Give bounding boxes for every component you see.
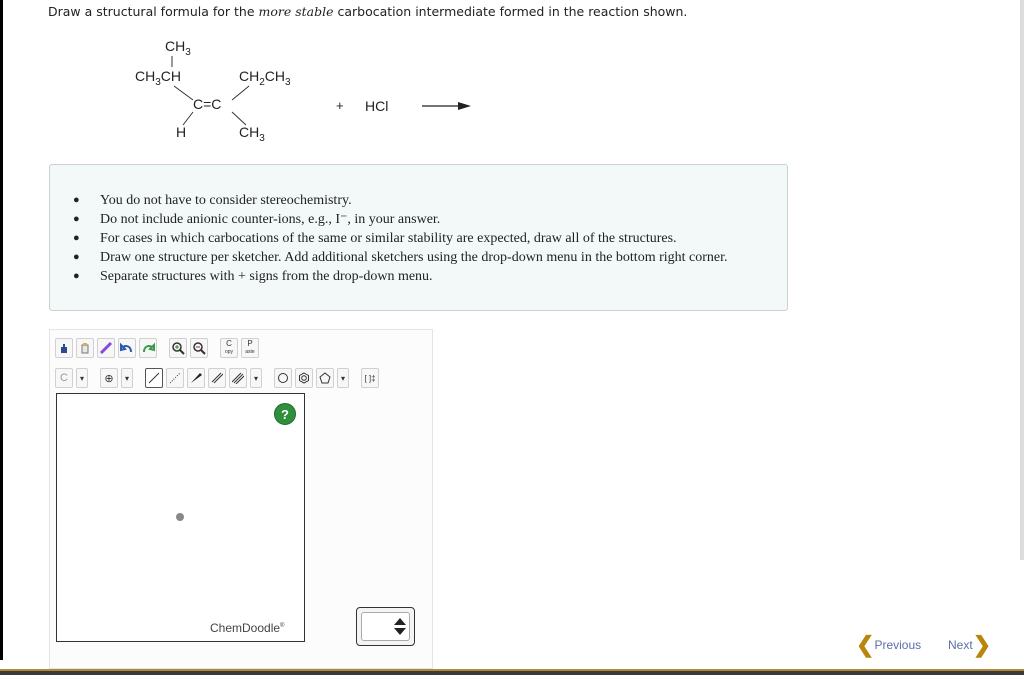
canvas-marker [176,513,184,521]
double-bond-core: C=C [193,96,222,112]
cyclopropane-ring-icon[interactable] [274,368,292,388]
ring-dropdown-icon[interactable]: ▾ [337,368,349,388]
instruction-item: ● Do not include anionic counter-ions, e.g., I⁻, in your answer. [85,210,728,229]
reagent-hcl: HCl [365,98,389,114]
zoom-out-icon[interactable] [190,338,208,358]
instruction-item: ● Separate structures with + signs from the drop-down menu. [85,267,728,286]
atom-carbon-button[interactable]: C [55,368,73,388]
instruction-item: ● Draw one structure per sketcher. Add additional sketchers using the drop-down menu in the bottom right corner. [85,248,728,267]
copy-label: C [226,339,232,348]
chemdoodle-logo [210,621,284,635]
paste-sublabel: aste [245,349,255,355]
bracket-button[interactable]: [ ]‡ [361,368,379,388]
double-bond-icon[interactable] [208,368,226,388]
redo-icon[interactable] [139,338,157,358]
stepper-inner [361,612,410,641]
right-lower-group: $CH_3$ [239,124,265,144]
bond-lines [0,0,500,160]
chemdoodle-brand: ChemDoodle [210,621,281,635]
previous-label: Previous [874,638,922,652]
chemdoodle-mark: ® [280,623,285,629]
right-upper-group: $CH_2CH_3$ [239,68,291,88]
chevron-right-icon: ❯ [972,632,992,657]
copy-button[interactable] [220,338,238,358]
instruction-item: ● You do not have to consider stereochemistry. [85,191,728,210]
eraser-icon[interactable] [97,338,115,358]
question-emphasis: more stable [258,4,334,19]
single-bond-icon[interactable] [145,368,163,388]
hash-bond-icon[interactable] [166,368,184,388]
next-label: Next [948,638,973,652]
instruction-item: ● For cases in which carbocations of the same or similar stability are expected, draw all of the structures. [85,229,728,248]
paste-button[interactable] [241,338,259,358]
plus-sign: + [336,98,344,113]
paste-label: P [247,339,253,348]
toolbar-row-2 [55,366,379,390]
bottom-border [0,671,1024,675]
pentagon-ring-icon[interactable] [316,368,334,388]
next-link[interactable] [948,632,991,658]
wedge-bond-icon[interactable] [187,368,205,388]
hand-tool-icon[interactable] [55,338,73,358]
left-lower-group: H [176,124,187,140]
instructions-list [85,191,728,286]
top-methyl: $CH_3$ [165,38,191,58]
toolbar-row-1 [55,336,259,360]
help-icon[interactable]: ? [274,403,296,425]
copy-sublabel: opy [224,349,234,355]
question-prefix: Draw a structural formula for the [48,4,259,19]
triple-bond-icon[interactable] [229,368,247,388]
sketcher-count-stepper[interactable] [356,607,415,646]
charge-dropdown-icon[interactable]: ▾ [121,368,133,388]
bond-dropdown-icon[interactable]: ▾ [250,368,262,388]
scrollbar[interactable] [1020,0,1024,560]
question-suffix: carbocation intermediate formed in the reaction shown. [333,4,688,19]
atom-dropdown-icon[interactable]: ▾ [76,368,88,388]
left-upper-group: $CH_3CH$ [135,68,182,88]
stepper-arrows-icon [362,613,409,640]
previous-link[interactable] [856,632,921,658]
zoom-in-icon[interactable] [169,338,187,358]
charge-button[interactable]: ⊕ [100,368,118,388]
benzene-ring-icon[interactable] [295,368,313,388]
clear-icon[interactable] [76,338,94,358]
chevron-left-icon: ❮ [856,632,875,657]
instructions-box [49,164,788,311]
undo-icon[interactable] [118,338,136,358]
